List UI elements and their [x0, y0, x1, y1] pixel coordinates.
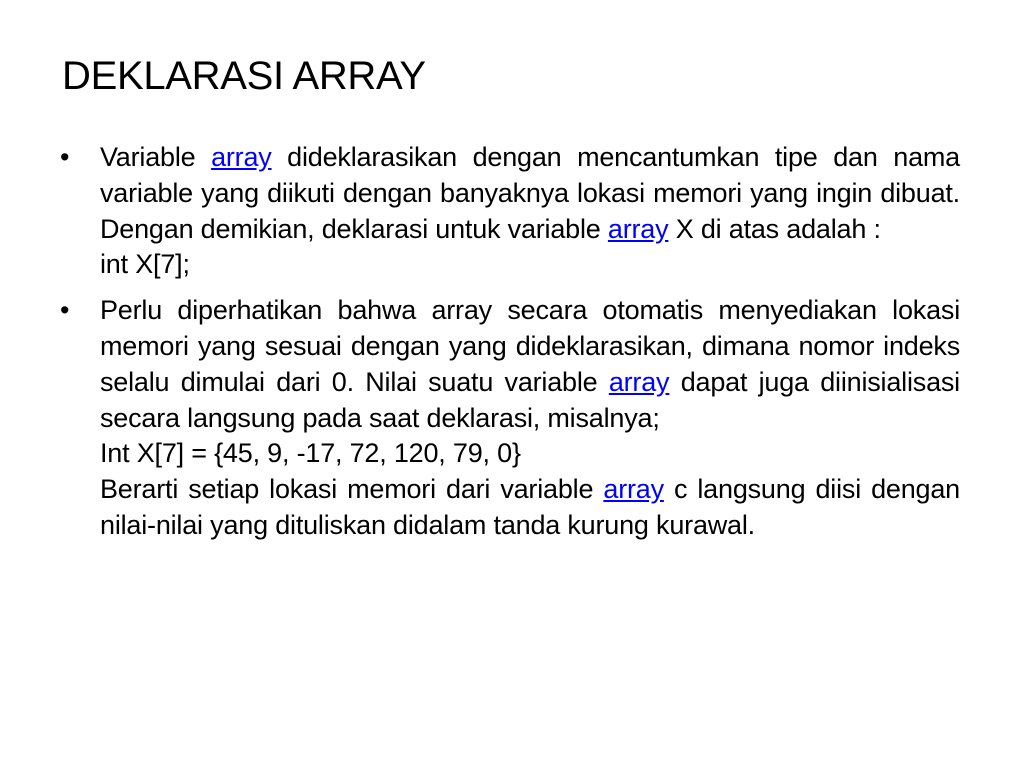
slide-title: DEKLARASI ARRAY — [62, 54, 426, 98]
bullet-text: Berarti setiap lokasi memori dari variable — [100, 474, 604, 505]
bullet-item-array-declaration — [60, 140, 960, 283]
bullet-text: Variable — [100, 142, 212, 172]
array-link[interactable]: array — [608, 366, 670, 397]
bullet-list — [60, 140, 960, 554]
bullet-text: c langsung diisi dengan nilai-nilai yang dituliskan didalam tanda kurung kurawal. — [100, 474, 960, 540]
bullet-text: dideklarasikan dengan mencantumkan tipe dan nama variable yang diikuti dengan banyaknya lokasi memori yang ingin dibuat. Dengan demikian, deklarasi untuk variable — [100, 142, 960, 244]
array-link[interactable]: array — [603, 474, 664, 505]
bullet-text: dapat juga diinisialisasi secara langsung pada saat deklarasi, misalnya; — [100, 366, 960, 433]
bullet-icon: • — [60, 142, 70, 172]
bullet-icon: • — [60, 295, 70, 326]
bullet-text: Perlu diperhatikan bahwa array secara otomatis menyediakan lokasi memori yang sesuai dengan yang dideklarasikan, dimana nomor indeks selalu dimulai dari 0. Nilai suatu variable — [100, 295, 960, 397]
bullet-item-array-initialization — [60, 293, 960, 544]
array-link[interactable]: array — [211, 142, 272, 172]
code-example-initialization: Int X[7] = {45, 9, -17, 72, 120, 79, 0} — [100, 438, 521, 469]
code-example-declaration: int X[7]; — [100, 249, 190, 280]
bullet-text: X di atas adalah : — [668, 213, 881, 244]
array-link[interactable]: array — [607, 213, 669, 244]
